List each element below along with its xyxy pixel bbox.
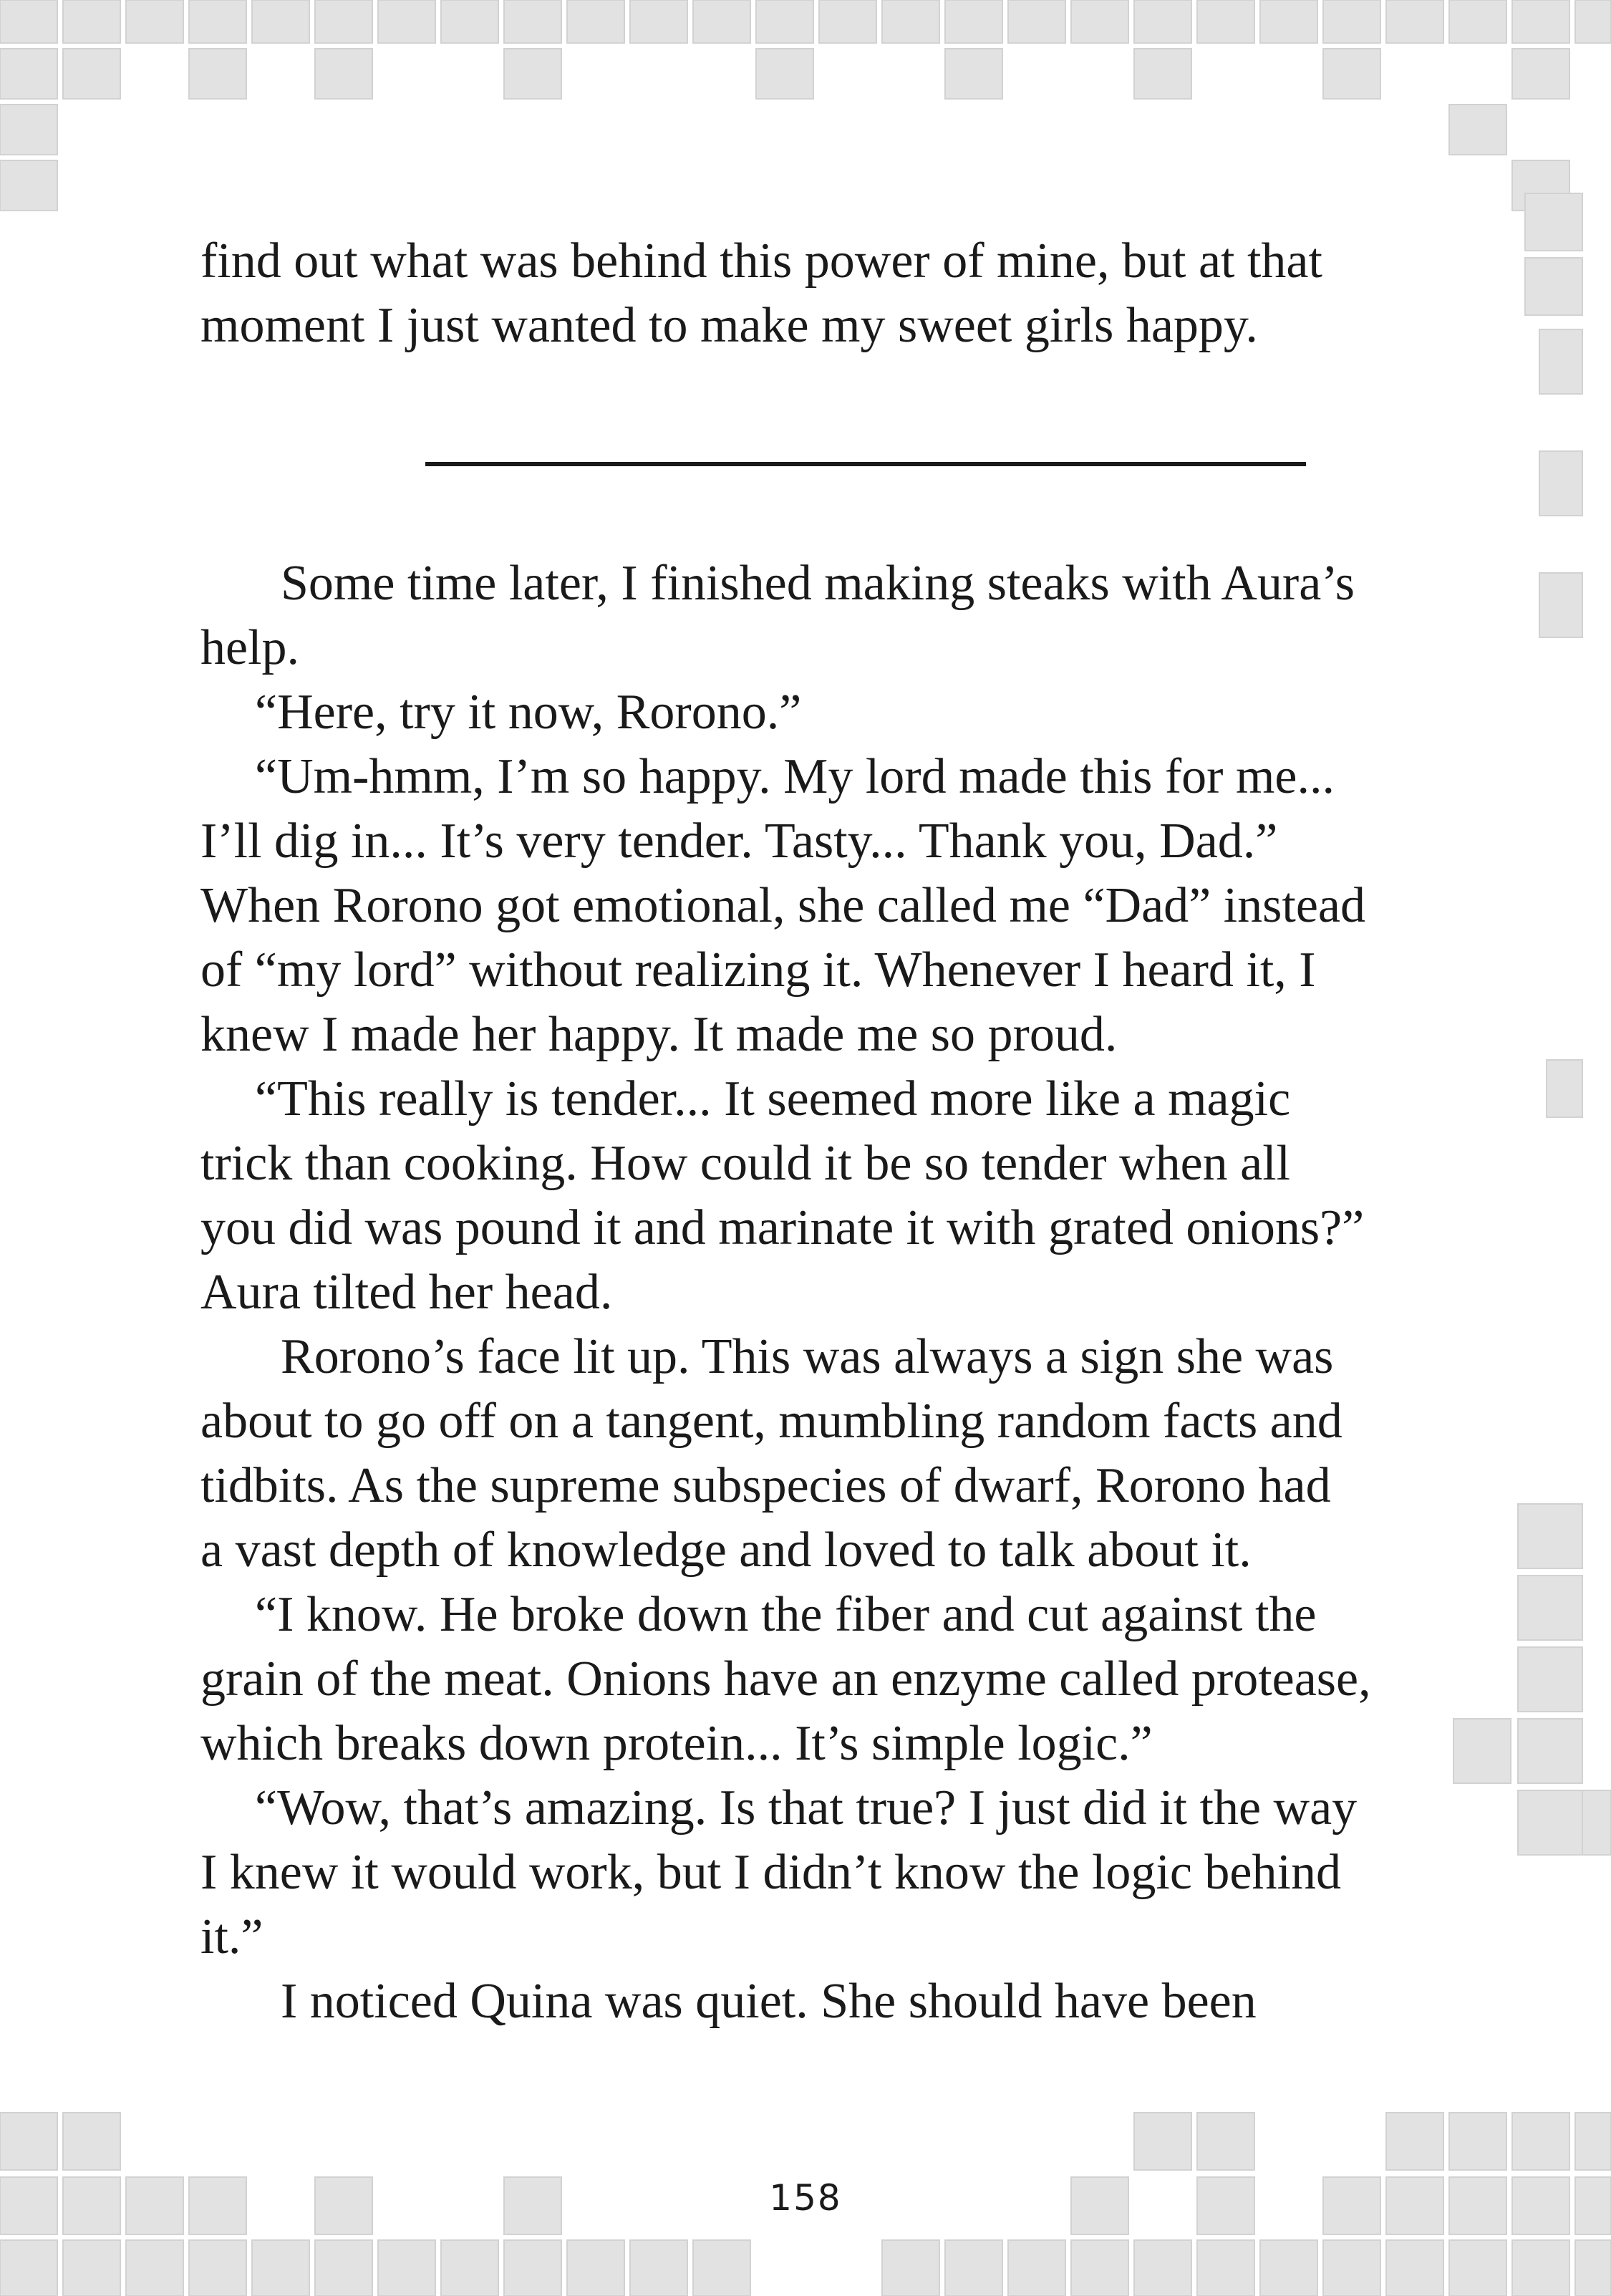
text-line: “Um-hmm, I’m so happy. My lord made this for me... — [255, 749, 1335, 804]
text-line: a vast depth of knowledge and loved to talk about it. — [200, 1523, 1252, 1578]
text-line: When Rorono got emotional, she called me “Dad” instead — [200, 878, 1365, 933]
text-line: you did was pound it and marinate it with grated onions?” — [200, 1200, 1365, 1255]
text-line: which breaks down protein... It’s simple logic.” — [200, 1716, 1153, 1771]
text-line: knew I made her happy. It made me so proud. — [200, 1007, 1118, 1062]
text-line: I’ll dig in... It’s very tender. Tasty... Thank you, Dad.” — [200, 814, 1278, 869]
text-line: moment I just wanted to make my sweet girls happy. — [200, 298, 1258, 353]
text-line: about to go off on a tangent, mumbling random facts and — [200, 1394, 1342, 1449]
page-number: 158 — [769, 2177, 842, 2219]
text-line: I noticed Quina was quiet. She should have been — [281, 1974, 1257, 2029]
text-line: “Wow, that’s amazing. Is that true? I just did it the way — [255, 1780, 1358, 1836]
text-line: find out what was behind this power of mine, but at that — [200, 233, 1322, 289]
text-line: I knew it would work, but I didn’t know the logic behind — [200, 1845, 1341, 1900]
body-text — [200, 229, 1461, 2034]
section-break-space — [200, 358, 1461, 551]
text-line: grain of the meat. Onions have an enzyme called protease, — [200, 1651, 1371, 1707]
text-line: help. — [200, 620, 300, 675]
text-line: Rorono’s face lit up. This was always a sign she was — [281, 1329, 1334, 1384]
text-line: of “my lord” without realizing it. Whenever I heard it, I — [200, 942, 1316, 998]
text-line: “Here, try it now, Rorono.” — [255, 685, 802, 740]
text-line: Some time later, I finished making steaks with Aura’s — [281, 556, 1355, 611]
text-line: Aura tilted her head. — [200, 1265, 613, 1320]
text-line: “I know. He broke down the fiber and cut against the — [255, 1587, 1317, 1642]
text-line: tidbits. As the supreme subspecies of dwarf, Rorono had — [200, 1458, 1331, 1513]
text-line: “This really is tender... It seemed more like a magic — [255, 1071, 1291, 1127]
section-separator — [425, 462, 1306, 466]
text-line: trick than cooking. How could it be so tender when all — [200, 1136, 1291, 1191]
text-line: it.” — [200, 1909, 263, 1964]
